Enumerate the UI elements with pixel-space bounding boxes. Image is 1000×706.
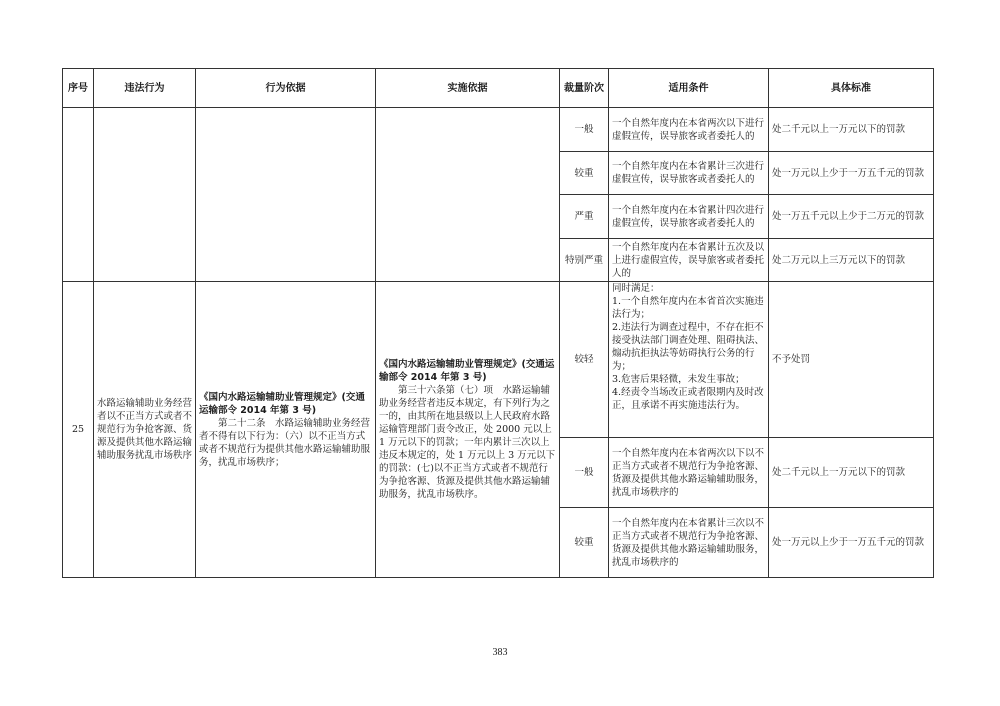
seq-cell: 25	[63, 282, 94, 578]
level-cell: 特别严重	[560, 239, 609, 282]
condition-cell	[609, 282, 769, 438]
condition-cell: 一个自然年度内在本省两次以下以不正当方式或者不规范行为争抢客源、货源及提供其他水路运输辅助服务，扰乱市场秩序的	[609, 438, 769, 508]
impl-basis-cell	[376, 282, 560, 578]
condition-cell: 一个自然年度内在本省两次以下进行虚假宣传，误导旅客或者委托人的	[609, 108, 769, 152]
act-basis-title: 《国内水路运输辅助业管理规定》(交通运输部令 2014 年第 3 号)	[199, 391, 365, 416]
act-basis-cell	[196, 282, 376, 578]
level-cell: 较重	[560, 508, 609, 578]
condition-line: 1.一个自然年度内在本省首次实施违法行为；	[612, 296, 764, 320]
header-act-basis: 行为依据	[196, 69, 376, 108]
header-impl-basis: 实施依据	[376, 69, 560, 108]
condition-cell: 一个自然年度内在本省累计三次以不正当方式或者不规范行为争抢客源、货源及提供其他水路运输辅助服务，扰乱市场秩序的	[609, 508, 769, 578]
impl-basis-title: 《国内水路运输辅助业管理规定》(交通运输部令 2014 年第 3 号)	[379, 359, 555, 383]
condition-cell: 一个自然年度内在本省累计三次进行虚假宣传，误导旅客或者委托人的	[609, 152, 769, 195]
table-row	[63, 282, 934, 438]
standard-cell: 处一万元以上少于一万五千元的罚款	[769, 508, 934, 578]
condition-line: 4.经责令当场改正或者限期内及时改正，且承诺不再实施违法行为。	[612, 387, 764, 411]
impl-basis-text: 第三十六条第（七）项 水路运输辅助业务经营者违反本规定，有下列行为之一的，由其所在地县级以上人民政府水路运输管理部门责令改正，处 2000 元以上 1 万元以下的罚款；一年内累计三次以上违反本规定的，处 1 万元以上 3 万元以下的罚款：(七)以不正当方式或者不规范行为争抢客源、货源及提供其他水路运输辅助服务，扰乱市场秩序。	[379, 385, 556, 500]
act-cell-empty	[94, 108, 196, 282]
act-basis-cell-empty	[196, 108, 376, 282]
header-standard: 具体标准	[769, 69, 934, 108]
condition-cell: 一个自然年度内在本省累计五次及以上进行虚假宣传，误导旅客或者委托人的	[609, 239, 769, 282]
header-act: 违法行为	[94, 69, 196, 108]
standard-cell: 处二万元以上三万元以下的罚款	[769, 239, 934, 282]
condition-line: 3.危害后果轻微，未发生事故；	[612, 374, 745, 385]
header-condition: 适用条件	[609, 69, 769, 108]
condition-line: 2.违法行为调查过程中，不存在拒不接受执法部门调查处理、阻碍执法、煽动抗拒执法等妨碍执行公务的行为；	[612, 322, 765, 372]
header-seq: 序号	[63, 69, 94, 108]
level-cell: 较轻	[560, 282, 609, 438]
standard-cell: 处一万元以上少于一万五千元的罚款	[769, 152, 934, 195]
standard-cell: 处二千元以上一万元以下的罚款	[769, 108, 934, 152]
level-cell: 一般	[560, 438, 609, 508]
impl-basis-cell-empty	[376, 108, 560, 282]
act-basis-text: 第二十二条 水路运输辅助业务经营者不得有以下行为：（六）以不正当方式或者不规范行为提供其他水路运输辅助服务，扰乱市场秩序；	[199, 417, 371, 468]
table-row	[63, 108, 934, 152]
standard-cell: 处一万五千元以上少于二万元的罚款	[769, 195, 934, 239]
level-cell: 严重	[560, 195, 609, 239]
seq-cell-empty	[63, 108, 94, 282]
page-number: 383	[492, 647, 508, 658]
header-level: 裁量阶次	[560, 69, 609, 108]
penalty-table	[62, 68, 934, 578]
condition-line: 同时满足：	[612, 283, 660, 294]
condition-cell: 一个自然年度内在本省累计四次进行虚假宣传，误导旅客或者委托人的	[609, 195, 769, 239]
act-cell: 水路运输辅助业务经营者以不正当方式或者不规范行为争抢客源、货源及提供其他水路运输辅助服务扰乱市场秩序	[94, 282, 196, 578]
level-cell: 一般	[560, 108, 609, 152]
standard-cell: 处二千元以上一万元以下的罚款	[769, 438, 934, 508]
level-cell: 较重	[560, 152, 609, 195]
table-header-row	[63, 69, 934, 108]
standard-cell: 不予处罚	[769, 282, 934, 438]
